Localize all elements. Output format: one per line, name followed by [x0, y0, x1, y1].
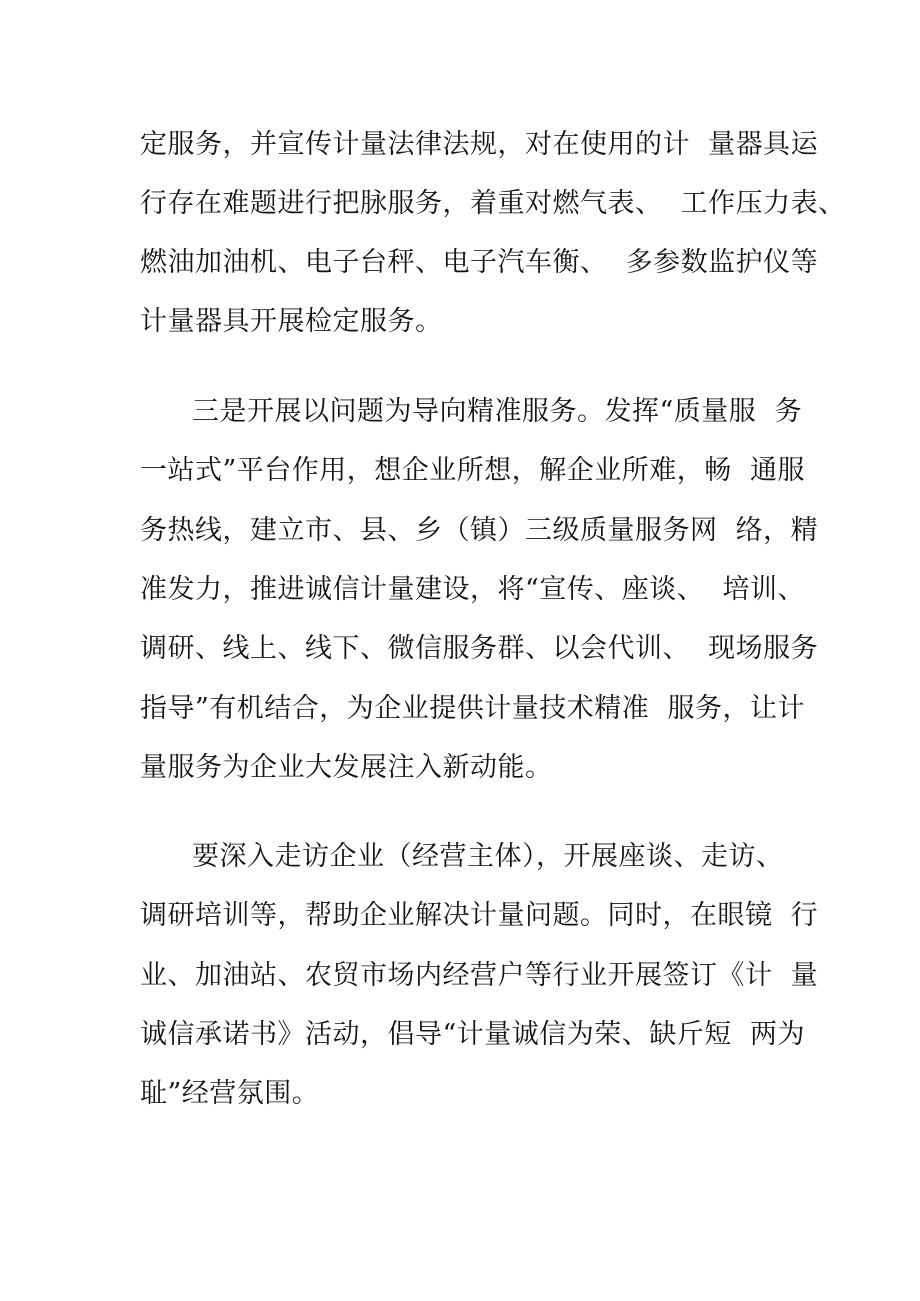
paragraph-2-line-5: 调研、线上、线下、微信服务群、以会代训、 现场服务	[140, 633, 819, 664]
paragraph-2-line-3: 务热线，建立市、县、乡（镇）三级质量服务网 络，精	[140, 515, 819, 546]
paragraph-3-line-4: 诚信承诺书》活动，倡导“计量诚信为荣、缺斤短 两为	[140, 1019, 805, 1050]
paragraph-2-line-4: 准发力，推进诚信计量建设，将“宣传、座谈、 培训、	[140, 574, 805, 605]
paragraph-3-line-2: 调研培训等，帮助企业解决计量问题。同时，在眼镜 行	[140, 900, 819, 931]
paragraph-3-line-1: 要深入走访企业（经营主体），开展座谈、走访、	[192, 841, 784, 872]
paragraph-1-line-4: 计量器具开展检定服务。	[140, 306, 443, 337]
paragraph-2-line-6: 指导”有机结合，为企业提供计量技术精准 服务，让计	[140, 693, 805, 724]
paragraph-2-line-2: 一站式”平台作用，想企业所想，解企业所难，畅 通服	[140, 455, 805, 486]
paragraph-3-line-3: 业、加油站、农贸市场内经营户等行业开展签订《计 量	[140, 960, 819, 991]
paragraph-1-line-3: 燃油加油机、电子台秤、电子汽车衡、 多参数监护仪等	[140, 247, 819, 278]
paragraph-3-line-5: 耻”经营氛围。	[140, 1078, 320, 1109]
paragraph-1-line-1: 定服务，并宣传计量法律法规，对在使用的计 量器具运	[140, 129, 819, 160]
paragraph-1-line-2: 行存在难题进行把脉服务，着重对燃气表、 工作压力表、	[140, 188, 846, 219]
paragraph-2-line-7: 量服务为企业大发展注入新动能。	[140, 752, 553, 783]
paragraph-2-line-1: 三是开展以问题为导向精准服务。发挥“质量服 务	[192, 396, 802, 427]
